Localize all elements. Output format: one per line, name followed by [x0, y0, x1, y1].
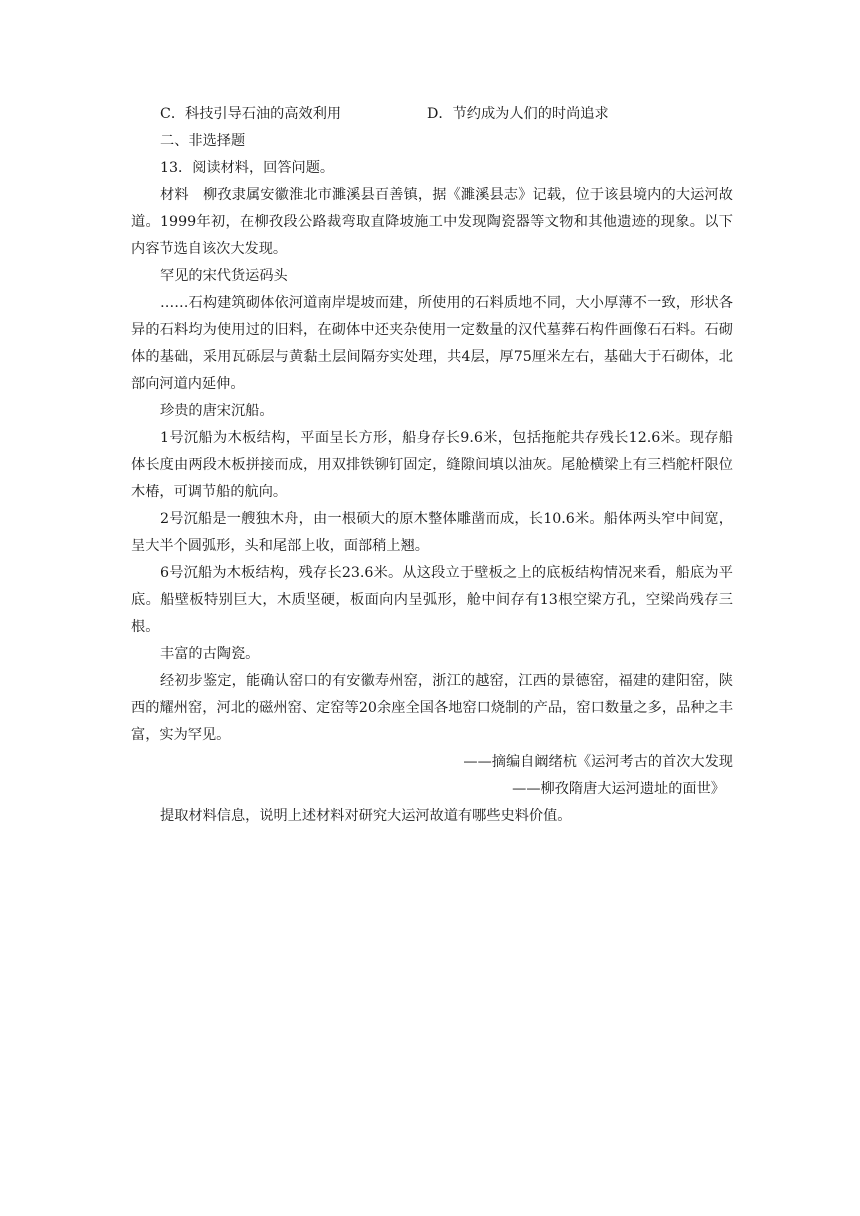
paragraph: 经初步鉴定，能确认窑口的有安徽寿州窑，浙江的越窑，江西的景德窑，福建的建阳窑，陕西的耀州窑，河北的磁州窑、定窑等20余座全国各地窑口烧制的产品，窑口数量之多，品种之丰富，实为罕见。 [131, 673, 733, 743]
paragraph: ……石构建筑砌体依河道南岸堤坡而建，所使用的石料质地不同，大小厚薄不一致，形状各异的石料均为使用过的旧料，在砌体中还夹杂使用一定数量的汉代墓葬石构件画像石石料。石砌体的基础，采用瓦砾层与黄黏土层间隔夯实处理，共4层，厚75厘米左右，基础大于石砌体，北部向河道内延伸。 [131, 295, 733, 392]
document-content [131, 101, 733, 830]
paragraph: 2号沉船是一艘独木舟，由一根硕大的原木整体雕凿而成，长10.6米。船体两头窄中间宽，呈大半个圆弧形，头和尾部上收，面部稍上翘。 [131, 511, 733, 554]
paragraph: 6号沉船为木板结构，残存长23.6米。从这段立于壁板之上的底板结构情况来看，船底为平底。船壁板特别巨大，木质坚硬，板面向内呈弧形，舱中间存有13根空梁方孔，空梁尚残存三根。 [131, 565, 733, 635]
section-title: 二、非选择题 [160, 133, 246, 149]
section-heading: 罕见的宋代货运码头 [160, 268, 288, 284]
option-d: D．节约成为人们的时尚追求 [427, 106, 609, 122]
answer-options [131, 101, 733, 128]
section-heading: 丰富的古陶瓷。 [160, 646, 260, 662]
option-c: C．科技引导石油的高效利用 [160, 106, 342, 122]
paragraph: 1号沉船为木板结构，平面呈长方形，船身存长9.6米，包括拖舵共存残长12.6米。现存船体长度由两段木板拼接而成，用双排铁铆钉固定，缝隙间填以油灰。尾舱横梁上有三档舵杆限位木椿，可调节船的航向。 [131, 430, 733, 500]
final-question: 提取材料信息，说明上述材料对研究大运河故道有哪些史料价值。 [160, 808, 572, 824]
material-intro: 材料 柳孜隶属安徽淮北市濉溪县百善镇，据《濉溪县志》记载，位于该县境内的大运河故道。1999年初，在柳孜段公路裁弯取直降坡施工中发现陶瓷器等文物和其他遗迹的现象。以下内容节选自该次大发现。 [131, 187, 733, 257]
source-citation-line2: ——柳孜隋唐大运河遗址的面世》 [512, 781, 725, 797]
question-prompt: 13．阅读材料，回答问题。 [160, 160, 335, 176]
source-citation-line1: ——摘编自阚绪杭《运河考古的首次大发现 [463, 754, 733, 770]
section-heading: 珍贵的唐宋沉船。 [160, 403, 274, 419]
